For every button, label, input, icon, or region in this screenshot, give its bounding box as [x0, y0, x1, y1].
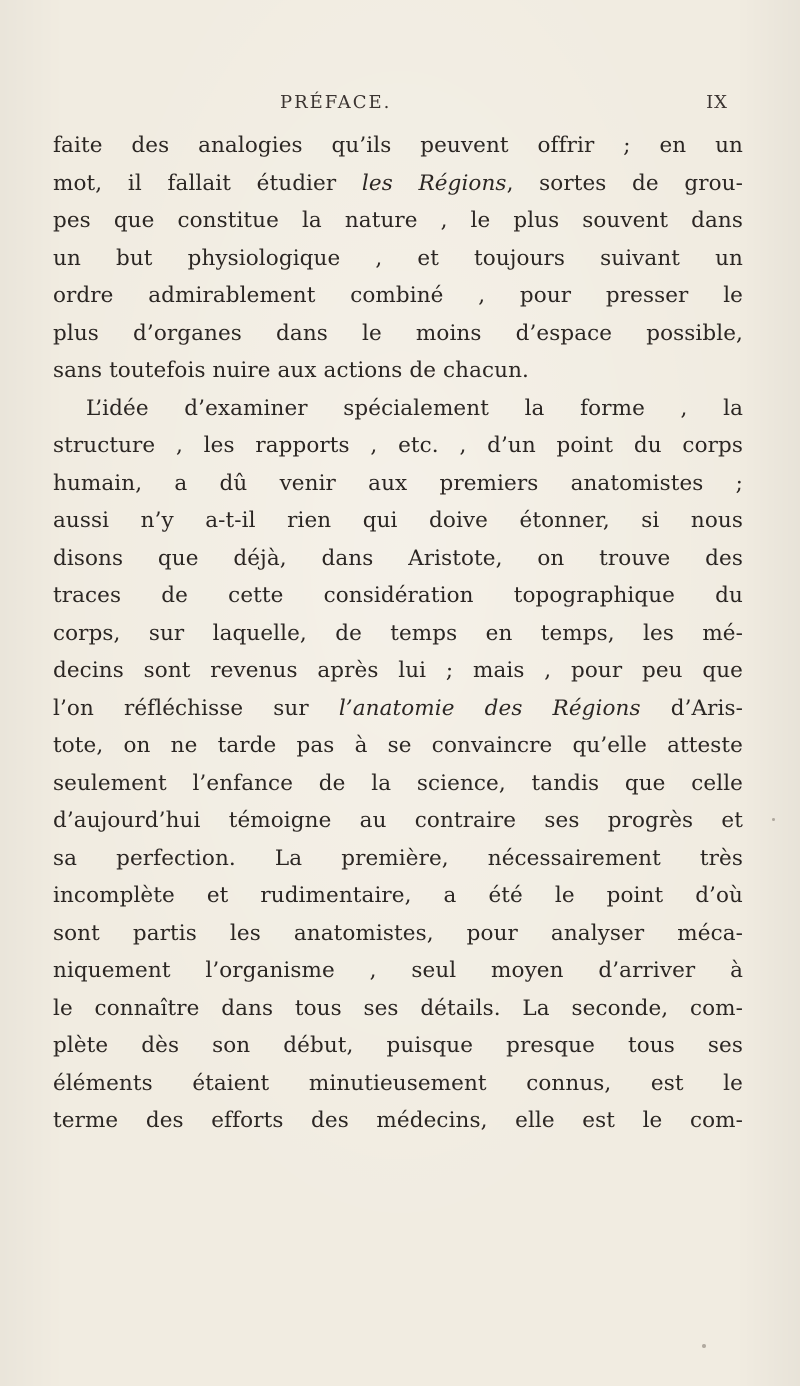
text-line: seulement l’enfance de la science, tandis que celle — [53, 770, 743, 796]
text-line: structure , les rapports , etc. , d’un point du corps — [53, 433, 743, 458]
text-line: sa perfection. La première, nécessairement très — [53, 845, 743, 871]
text-line: terme des efforts des médecins, elle est le com- — [53, 1108, 743, 1133]
text-line: le connaître dans tous ses détails. La seconde, com- — [53, 995, 743, 1021]
italic-title: l’anatomie des Régions — [338, 695, 641, 721]
italic-title: les Régions — [361, 170, 507, 196]
running-title: PRÉFACE. — [280, 92, 392, 113]
text-line: niquement l’organisme , seul moyen d’arriver à — [53, 958, 743, 983]
text-line: faite des analogies qu’ils peuvent offrir ; en un — [53, 133, 743, 158]
text-line: pes que constitue la nature , le plus souvent dans — [53, 208, 743, 233]
text-line: mot, il fallait étudier les Régions, sortes de grou- — [53, 170, 743, 196]
text-line: l’on réfléchisse sur l’anatomie des Régions d’Aris- — [53, 695, 743, 721]
text-line: un but physiologique , et toujours suivant un — [53, 245, 743, 271]
text-line: decins sont revenus après lui ; mais , pour peu que — [53, 658, 743, 683]
text-line: traces de cette considération topographique du — [53, 583, 743, 608]
paper-speck — [772, 818, 775, 821]
text-line: tote, on ne tarde pas à se convaincre qu’elle atteste — [53, 733, 743, 758]
text-line: L’idée d’examiner spécialement la forme , la — [86, 395, 743, 421]
text-line: plus d’organes dans le moins d’espace possible, — [53, 320, 743, 346]
text-line: ordre admirablement combiné , pour presser le — [53, 283, 743, 308]
text-line: incomplète et rudimentaire, a été le point d’où — [53, 883, 743, 908]
text-line: plète dès son début, puisque presque tous ses — [53, 1033, 743, 1058]
text-line: corps, sur laquelle, de temps en temps, les mé- — [53, 620, 743, 646]
page-number: IX — [706, 92, 728, 113]
text-line: sont partis les anatomistes, pour analyser méca- — [53, 920, 743, 946]
text-line: d’aujourd’hui témoigne au contraire ses progrès et — [53, 808, 743, 833]
body-text — [53, 127, 743, 1140]
text-line: sans toutefois nuire aux actions de chacun. — [53, 358, 529, 383]
text-line: aussi n’y a-t-il rien qui doive étonner, si nous — [53, 508, 743, 533]
paper-speck — [702, 1344, 706, 1348]
text-line: éléments étaient minutieusement connus, est le — [53, 1070, 743, 1096]
text-line: disons que déjà, dans Aristote, on trouve des — [53, 545, 743, 571]
text-line: humain, a dû venir aux premiers anatomistes ; — [53, 470, 743, 496]
running-head — [90, 92, 790, 122]
